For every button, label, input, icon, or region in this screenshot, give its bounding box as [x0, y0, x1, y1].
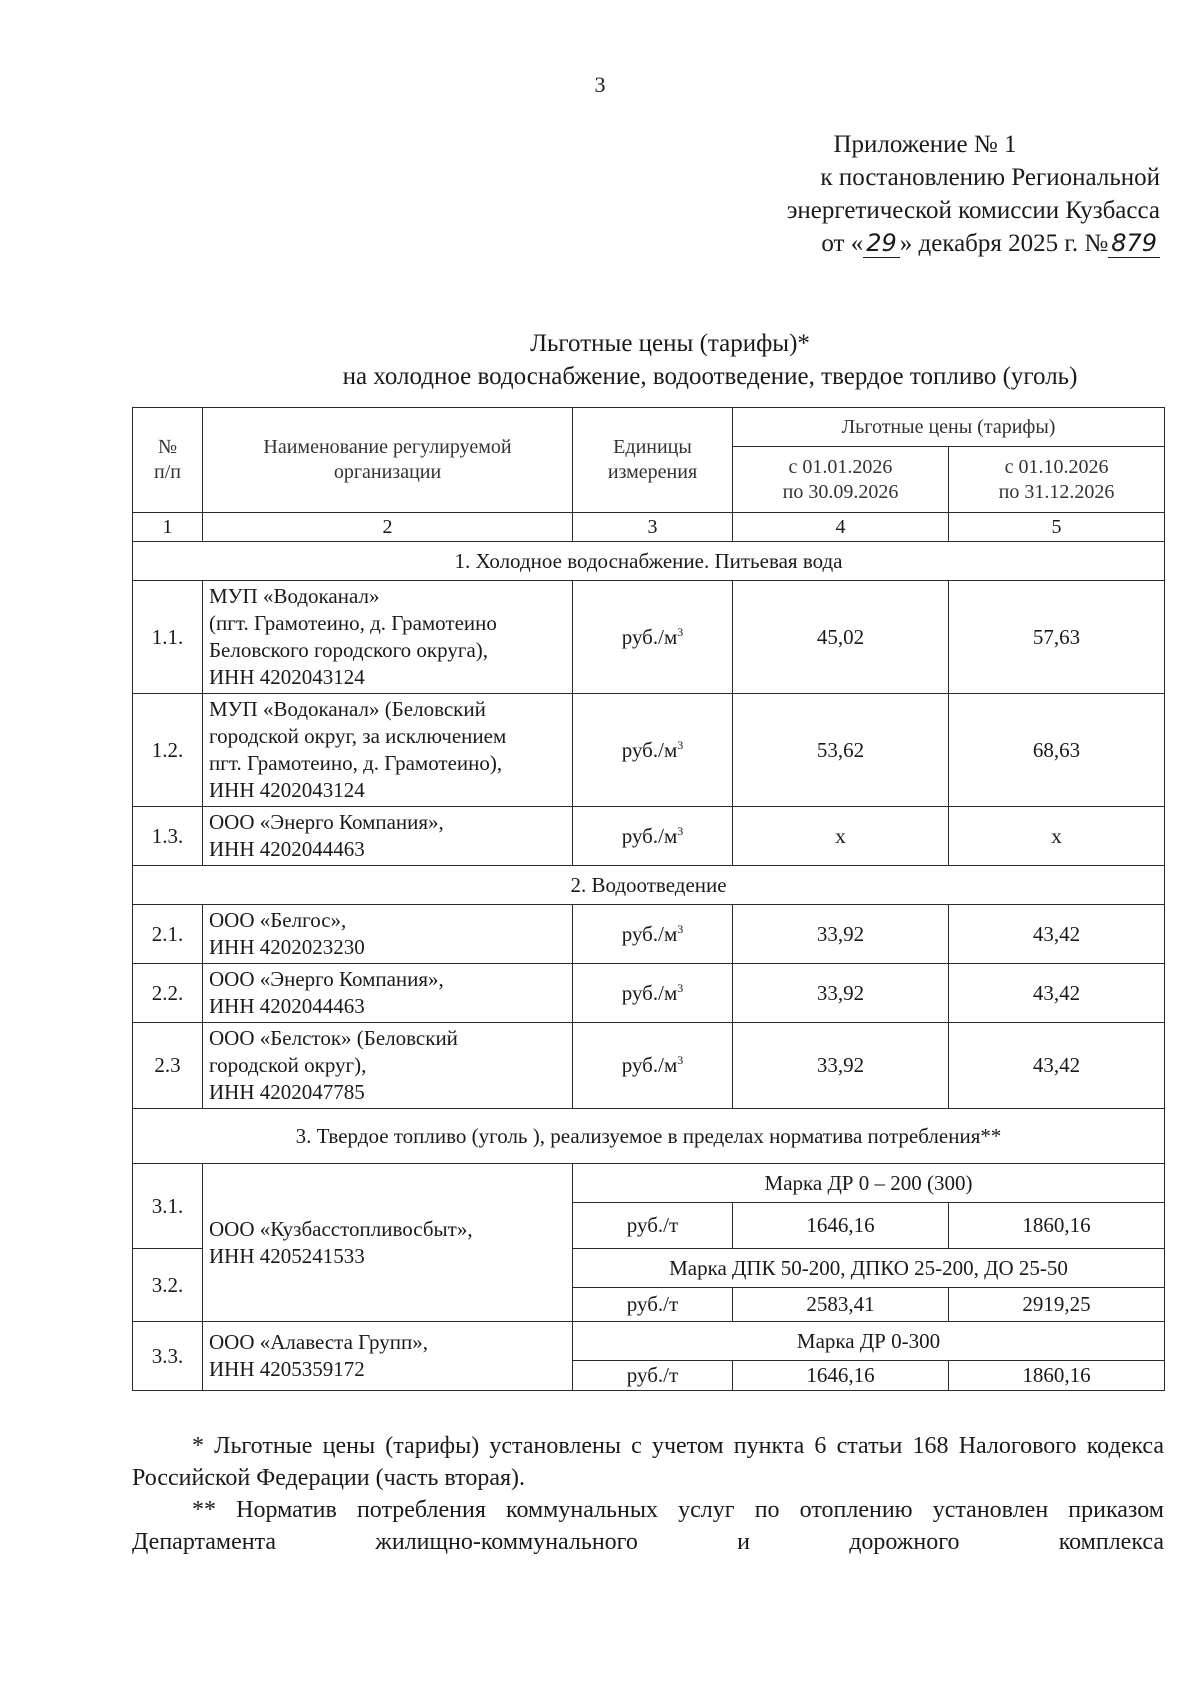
- section-title: 1. Холодное водоснабжение. Питьевая вода: [133, 542, 1165, 581]
- coal-grade: Марка ДПК 50-200, ДПКО 25-200, ДО 25-50: [573, 1249, 1165, 1288]
- row-unit: [573, 807, 733, 866]
- table-row: [133, 964, 1165, 1023]
- footnotes: [132, 1430, 1164, 1558]
- table-row: [133, 905, 1165, 964]
- row-price-2: 43,42: [949, 905, 1165, 964]
- row-unit: [573, 581, 733, 694]
- footnote-1: * Льготные цены (тарифы) установлены с учетом пункта 6 статьи 168 Налогового кодекса Российской Федерации (часть вторая).: [132, 1433, 1164, 1491]
- index-cell: 5: [949, 513, 1165, 542]
- annex-header: [560, 128, 1160, 260]
- row-num: 1.1.: [133, 581, 203, 694]
- row-price-1: 33,92: [733, 1023, 949, 1109]
- row-org: МУП «Водоканал» (пгт. Грамотеино, д. Грамотеино Беловского городского округа), ИНН 4202043124: [203, 581, 573, 694]
- row-price-1: х: [733, 807, 949, 866]
- row-num: 3.2.: [133, 1249, 203, 1322]
- unit-sup: 3: [677, 980, 684, 995]
- coal-grade: Марка ДР 0-300: [573, 1322, 1165, 1361]
- annex-line-commission: энергетической комиссии Кузбасса: [786, 197, 1160, 224]
- unit-text: руб./м: [621, 737, 678, 762]
- row-price-1: 53,62: [733, 694, 949, 807]
- row-price-1: 45,02: [733, 581, 949, 694]
- row-unit: [573, 694, 733, 807]
- row-num: 3.1.: [133, 1164, 203, 1249]
- row-price-2: 43,42: [949, 964, 1165, 1023]
- title-line-1: Льготные цены (тарифы)*: [530, 330, 810, 357]
- index-cell: 1: [133, 513, 203, 542]
- unit-sup: 3: [677, 624, 684, 639]
- row-unit: [573, 1023, 733, 1109]
- row-num: 2.1.: [133, 905, 203, 964]
- row-price-2: х: [949, 807, 1165, 866]
- row-price-2: 57,63: [949, 581, 1165, 694]
- table-row: [133, 581, 1165, 694]
- title-line-2: на холодное водоснабжение, водоотведение, твердое топливо (уголь): [342, 363, 1078, 390]
- row-price-2: 43,42: [949, 1023, 1165, 1109]
- row-num: 1.3.: [133, 807, 203, 866]
- row-price-2: 1860,16: [949, 1203, 1165, 1249]
- index-cell: 4: [733, 513, 949, 542]
- page-number: 3: [594, 72, 606, 97]
- unit-sup: 3: [677, 823, 684, 838]
- header-org: Наименование регулируемой организации: [203, 408, 573, 513]
- unit-sup: 3: [677, 737, 684, 752]
- unit-text: руб./м: [621, 980, 678, 1005]
- row-org: ООО «Кузбасстопливосбыт», ИНН 4205241533: [203, 1164, 573, 1322]
- document-title: [0, 327, 1200, 393]
- tariff-table: [132, 407, 1165, 1391]
- table-row: [133, 694, 1165, 807]
- table-row: [133, 1023, 1165, 1109]
- row-num: 1.2.: [133, 694, 203, 807]
- row-org: ООО «Алавеста Групп», ИНН 4205359172: [203, 1322, 573, 1391]
- row-org: ООО «Энерго Компания», ИНН 4202044463: [203, 964, 573, 1023]
- row-unit: руб./т: [573, 1361, 733, 1391]
- annex-date-line: [560, 227, 1160, 260]
- handwritten-number: 879: [1108, 229, 1160, 258]
- unit-text: руб./м: [621, 624, 678, 649]
- unit-text: руб./м: [621, 921, 678, 946]
- row-price-1: 1646,16: [733, 1203, 949, 1249]
- header-period-1: с 01.01.2026 по 30.09.2026: [733, 447, 949, 513]
- coal-grade: Марка ДР 0 – 200 (300): [573, 1164, 1165, 1203]
- handwritten-day: 29: [863, 229, 900, 258]
- footnote-2: ** Норматив потребления коммунальных услуг по отоплению установлен приказом Департамента жилищно-коммунального и дорожного комплекса: [132, 1497, 1164, 1555]
- row-price-1: 33,92: [733, 905, 949, 964]
- row-unit: руб./т: [573, 1203, 733, 1249]
- row-unit: [573, 905, 733, 964]
- row-price-1: 33,92: [733, 964, 949, 1023]
- annex-title: Приложение № 1: [833, 131, 1017, 158]
- index-cell: 2: [203, 513, 573, 542]
- row-org: ООО «Белгос», ИНН 4202023230: [203, 905, 573, 964]
- row-unit: руб./т: [573, 1288, 733, 1322]
- row-price-2: 68,63: [949, 694, 1165, 807]
- row-org: ООО «Белсток» (Беловский городской округ), ИНН 4202047785: [203, 1023, 573, 1109]
- section-title: 3. Твердое топливо (уголь ), реализуемое в пределах норматива потребления**: [133, 1109, 1165, 1164]
- index-cell: 3: [573, 513, 733, 542]
- date-prefix: от «: [821, 230, 864, 257]
- header-num: [133, 408, 203, 513]
- row-org: ООО «Энерго Компания», ИНН 4202044463: [203, 807, 573, 866]
- unit-text: руб./м: [621, 823, 678, 848]
- row-price-2: 2919,25: [949, 1288, 1165, 1322]
- unit-sup: 3: [677, 921, 684, 936]
- table-row: [133, 807, 1165, 866]
- annex-line-resolution: к постановлению Региональной: [820, 164, 1160, 191]
- header-unit: Единицы измерения: [573, 408, 733, 513]
- row-price-2: 1860,16: [949, 1361, 1165, 1391]
- row-price-1: 2583,41: [733, 1288, 949, 1322]
- row-org: МУП «Водоканал» (Беловский городской округ, за исключением пгт. Грамотеино, д. Грамотеино), ИНН 4202043124: [203, 694, 573, 807]
- date-mid: » декабря 2025 г. №: [899, 230, 1109, 257]
- unit-text: руб./м: [621, 1053, 678, 1077]
- header-prices: Льготные цены (тарифы): [733, 408, 1165, 447]
- unit-sup: 3: [677, 1053, 684, 1067]
- row-price-1: 1646,16: [733, 1361, 949, 1391]
- row-unit: [573, 964, 733, 1023]
- row-num: 2.2.: [133, 964, 203, 1023]
- header-period-2: с 01.10.2026 по 31.12.2026: [949, 447, 1165, 513]
- section-title: 2. Водоотведение: [133, 866, 1165, 905]
- header-num-text: № п/п: [154, 436, 181, 483]
- row-num: 3.3.: [133, 1322, 203, 1391]
- row-num: 2.3: [133, 1023, 203, 1109]
